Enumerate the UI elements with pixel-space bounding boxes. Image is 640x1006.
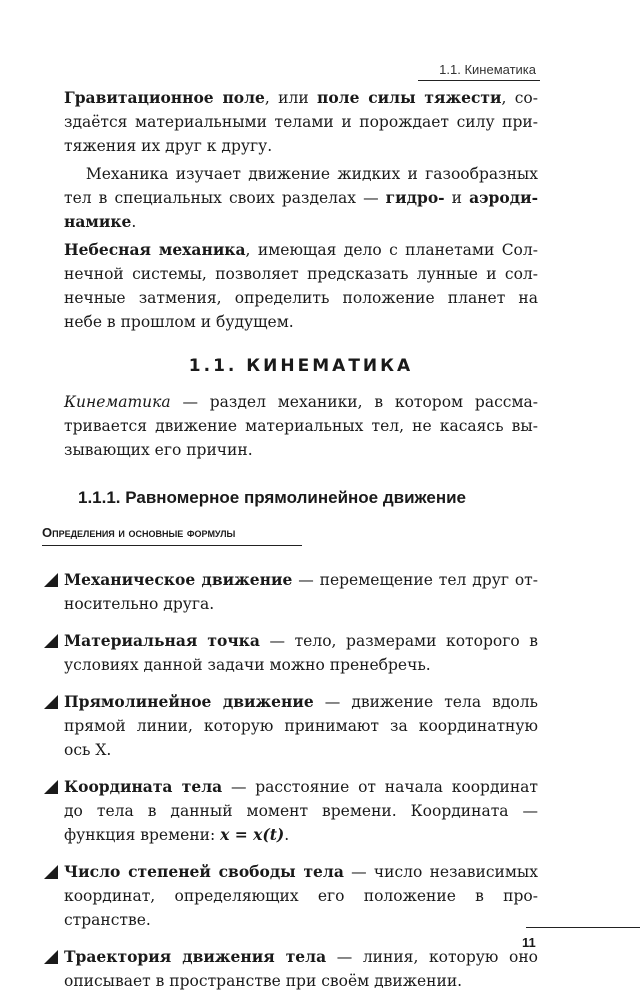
triangle-bullet-icon <box>44 780 58 794</box>
definition-item: Материальная точка — тело, размерами которого в условиях данной задачи можно пренебречь. <box>64 629 538 677</box>
definition-item: Механическое движение — перемещение тел друг относительно друга. <box>64 568 538 616</box>
paragraph-mechanics: Механика изучает движение жидких и газообразных тел в специальных своих разделах — гидро- и аэродинамике. <box>64 165 539 231</box>
triangle-bullet-icon <box>44 950 58 964</box>
running-header: 1.1. Кинематика <box>439 62 536 77</box>
paragraph-celestial: Небесная механика, имеющая дело с планетами Солнечной системы, позволяет предсказать лунные и солнечные затмения, определить положение планет на небе в прошлом и будущем. <box>64 240 538 331</box>
definitions-heading: Определения и основные формулы <box>42 525 236 540</box>
triangle-bullet-icon <box>44 634 58 648</box>
triangle-bullet-icon <box>44 695 58 709</box>
definitions-rule <box>42 545 302 546</box>
triangle-bullet-icon <box>44 573 58 587</box>
definition-item: Координата тела — расстояние от начала координат до тела в данный момент времени. Координата — функция времени: x = x(t). <box>64 775 538 847</box>
paragraph-gravity: Гравитационное поле, или поле силы тяжести, создаётся материальными телами и порождает силу притяжения их друг к другу. <box>64 88 538 155</box>
definition-item: Число степеней свободы тела — число независимых координат, определяющих его положение в пространстве. <box>64 860 538 932</box>
formula: x = x(t) <box>220 825 285 844</box>
page-content <box>42 86 539 1006</box>
footer-rule <box>526 927 640 928</box>
triangle-bullet-icon <box>44 865 58 879</box>
definition-item: Траектория движения тела — линия, которую оно описывает в пространстве при своём движении. <box>64 945 538 993</box>
paragraph-kinematics: Кинематика — раздел механики, в котором рассматривается движение материальных тел, не касаясь вызывающих его причин. <box>64 393 538 459</box>
subsection-title: 1.1.1. Равномерное прямолинейное движение <box>78 488 467 507</box>
page-number: 11 <box>522 935 536 950</box>
definition-item: Прямолинейное движение — движение тела вдоль прямой линии, которую принимают за координатную ось X. <box>64 690 538 762</box>
header-rule <box>418 80 540 81</box>
section-title: 1.1. КИНЕМАТИКА <box>188 356 414 376</box>
